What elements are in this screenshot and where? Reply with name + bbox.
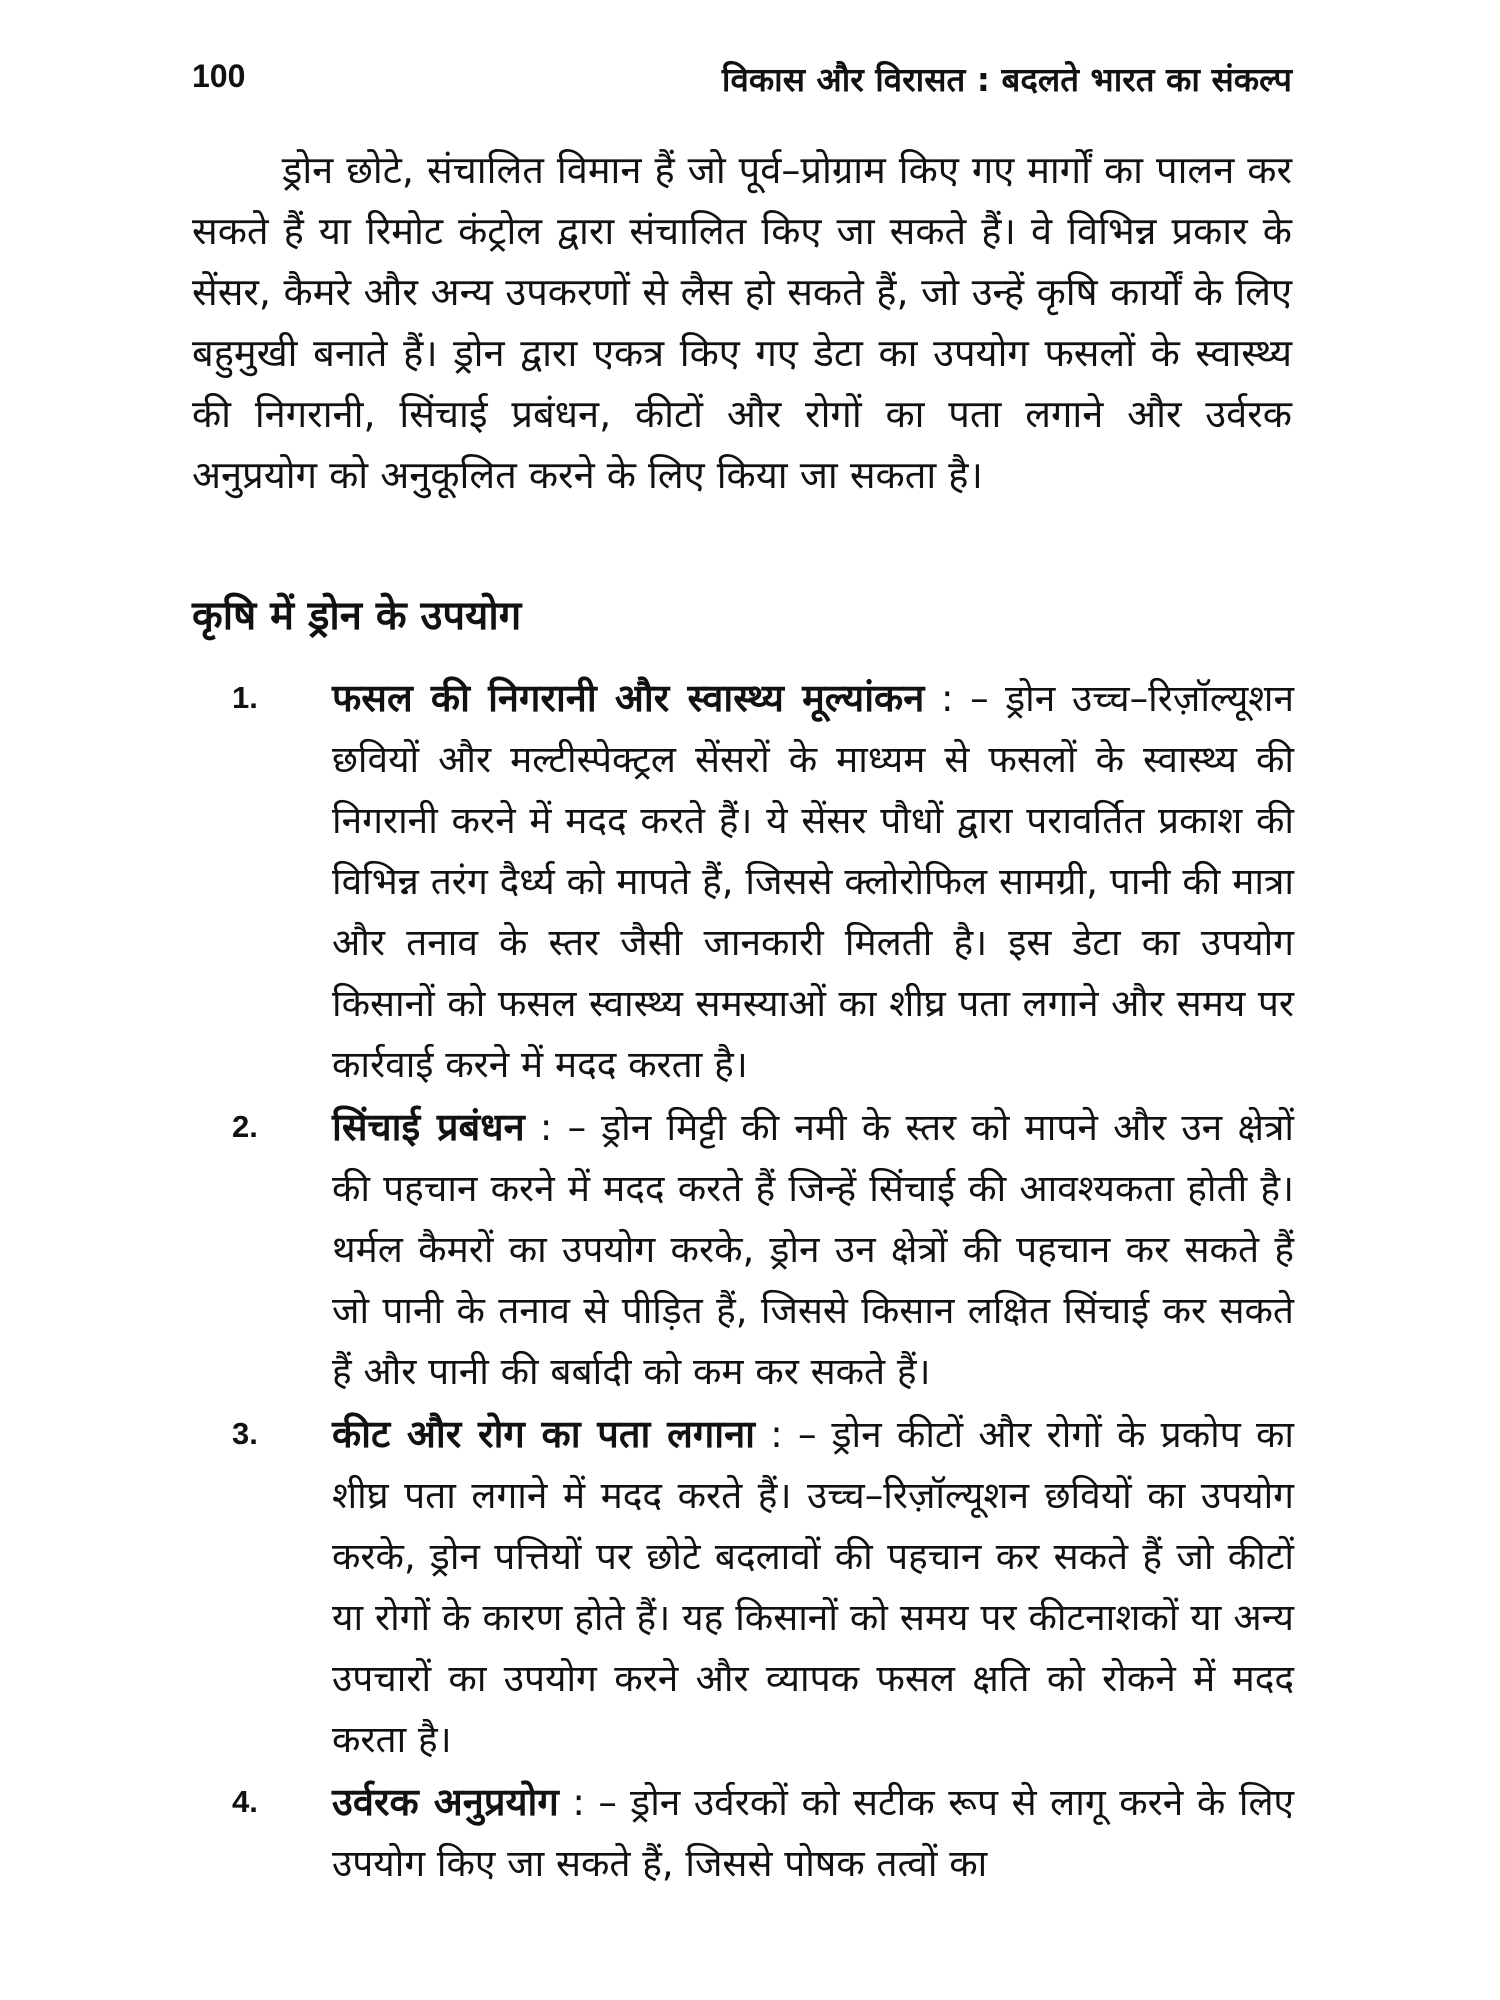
- page-header: [192, 58, 1292, 118]
- list-item-number: 3.: [232, 1416, 258, 1451]
- list-item-text: : – ड्रोन मिट्टी की नमी के स्तर को मापने और उन क्षेत्रों की पहचान करने में मदद करते हैं जिन्हें सिंचाई की आवश्यकता होती है। थर्मल कैमरों का उपयोग करके, ड्रोन उन क्षेत्रों की पहचान कर सकते हैं जो पानी के तनाव से पीड़ित हैं, जिससे किसान लक्षित सिंचाई कर सकते हैं और पानी की बर्बादी को कम कर सकते हैं।: [332, 1106, 1294, 1393]
- list-item-title: उर्वरक अनुप्रयोग: [332, 1780, 559, 1824]
- list-item-number: 1.: [232, 680, 258, 715]
- drone-uses-list: [0, 668, 1500, 1896]
- intro-paragraph: ड्रोन छोटे, संचालित विमान हैं जो पूर्व–प्रोग्राम किए गए मार्गों का पालन कर सकते हैं या रिमोट कंट्रोल द्वारा संचालित किए जा सकते हैं। वे विभिन्न प्रकार के सेंसर, कैमरे और अन्य उपकरणों से लैस हो सकते हैं, जो उन्हें कृषि कार्यों के लिए बहुमुखी बनाते हैं। ड्रोन द्वारा एकत्र किए गए डेटा का उपयोग फसलों के स्वास्थ्य की निगरानी, सिंचाई प्रबंधन, कीटों और रोगों का पता लगाने और उर्वरक अनुप्रयोग को अनुकूलित करने के लिए किया जा सकता है।: [192, 148, 1292, 497]
- list-item-body: [332, 1097, 1294, 1402]
- list-item-text: : – ड्रोन उच्च–रिज़ॉल्यूशन छवियों और मल्टीस्पेक्ट्रल सेंसरों के माध्यम से फसलों के स्वास्थ्य की निगरानी करने में मदद करते हैं। ये सेंसर पौधों द्वारा परावर्तित प्रकाश की विभिन्न तरंग दैर्ध्य को मापते हैं, जिससे क्लोरोफिल सामग्री, पानी की मात्रा और तनाव के स्तर जैसी जानकारी मिलती है। इस डेटा का उपयोग किसानों को फसल स्वास्थ्य समस्याओं का शीघ्र पता लगाने और समय पर कार्रवाई करने में मदद करता है।: [332, 677, 1294, 1086]
- list-item-title: फसल की निगरानी और स्वास्थ्य मूल्यांकन: [332, 676, 925, 720]
- list-item-number: 4.: [232, 1784, 258, 1819]
- list-item: [0, 668, 1500, 1095]
- running-title: विकास और विरासत : बदलते भारत का संकल्प: [721, 60, 1292, 99]
- list-item: [0, 1404, 1500, 1770]
- list-item-body: [332, 668, 1294, 1095]
- page-number: 100: [192, 58, 246, 94]
- list-item-title: सिंचाई प्रबंधन: [332, 1105, 525, 1149]
- list-item: [0, 1097, 1500, 1402]
- list-item-text: : – ड्रोन उर्वरकों को सटीक रूप से लागू करने के लिए उपयोग किए जा सकते हैं, जिससे पोषक तत्वों का: [332, 1781, 1294, 1885]
- list-item-title: कीट और रोग का पता लगाना: [332, 1412, 756, 1456]
- list-item-body: [332, 1772, 1294, 1894]
- list-item-number: 2.: [232, 1109, 258, 1144]
- list-item: [0, 1772, 1500, 1894]
- section-heading: कृषि में ड्रोन के उपयोग: [192, 593, 522, 639]
- list-item-body: [332, 1404, 1294, 1770]
- list-item-text: : – ड्रोन कीटों और रोगों के प्रकोप का शीघ्र पता लगाने में मदद करते हैं। उच्च–रिज़ॉल्यूशन छवियों का उपयोग करके, ड्रोन पत्तियों पर छोटे बदलावों की पहचान कर सकते हैं जो कीटों या रोगों के कारण होते हैं। यह किसानों को समय पर कीटनाशकों या अन्य उपचारों का उपयोग करने और व्यापक फसल क्षति को रोकने में मदद करता है।: [332, 1413, 1294, 1761]
